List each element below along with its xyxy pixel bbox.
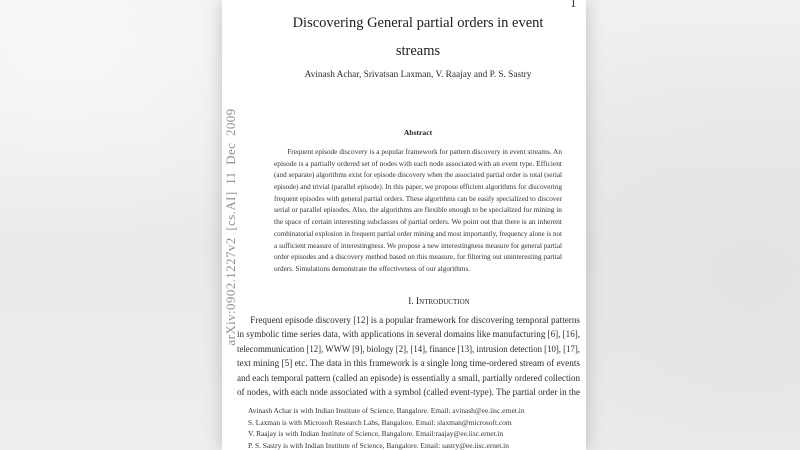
abstract-line: episode is a partially ordered set of nodes with each node associated with an event type. Efficient <box>274 159 562 168</box>
footnote-line: V. Raajay is with Indian Institute of Science, Bangalore. Email:raajay@ee.iisc.ernet.in <box>248 429 504 439</box>
abstract-line: serial or parallel episodes. Also, the algorithms are flexible enough to be specialized for mining in <box>274 206 562 215</box>
introduction-heading: I. Introduction <box>408 297 470 307</box>
footnote-line: P. S. Sastry is with Indian Institute of Science, Bangalore. Email: sastry@ee.iisc.ernet.in <box>248 440 509 450</box>
abstract-line: the space of certain interesting subclasses of partial orders. We point out that there is an inherent <box>274 218 562 227</box>
title-line-1: Discovering General partial orders in event <box>292 15 544 31</box>
authors-text: Avinash Achar, Srivatsan Laxman, V. Raajay and P. S. Sastry <box>304 70 532 80</box>
introduction-line: of nodes, with each node associated with a symbol (called event-type). The partial order in the <box>237 387 580 398</box>
authors-line <box>274 70 562 80</box>
abstract-heading: Abstract <box>403 128 433 137</box>
abstract-line: order episodes and a discovery method based on this measure, for filtering out uninteresting partial <box>274 253 562 262</box>
abstract-line: frequent episodes with general partial orders. These algorithms can be easily specialized to discover <box>274 194 562 203</box>
author-footnotes <box>237 405 577 450</box>
page-number-text: 1 <box>570 0 577 10</box>
introduction-line: in symbolic time series data, with applications in several domains like manufacturing [6], [16], <box>237 329 580 340</box>
abstract-line: combinatorial explosion in frequent partial order mining and most importantly, frequency alone is not <box>274 229 562 238</box>
introduction-line: telecommunication [12], WWW [9], biology [2], [14], finance [13], intrusion detection [10], [17], <box>237 343 580 354</box>
arxiv-stamp-text: arXiv:0902.1227v2 [cs.AI] 11 Dec 2009 <box>223 108 238 346</box>
abstract-line: orders. Simulations demonstrate the effectiveness of our algorithms. <box>274 264 471 273</box>
abstract-line: (and separate) algorithms exist for episode discovery when the associated partial order is total (serial <box>274 171 562 180</box>
introduction-line: and each temporal pattern (called an episode) is essentially a small, partially ordered collection <box>237 372 580 383</box>
abstract-line: a sufficient measure of interestingness. We propose a new interestingness measure for general partial <box>274 241 562 250</box>
abstract-text <box>274 147 562 276</box>
abstract-line: Frequent episode discovery is a popular framework for pattern discovery in event streams. An <box>287 148 562 156</box>
paper-page <box>222 0 586 450</box>
page-number <box>570 0 580 10</box>
introduction-text <box>237 313 580 400</box>
title-line-2: streams <box>395 43 441 59</box>
paper-title <box>274 9 562 65</box>
introduction-line: Frequent episode discovery [12] is a popular framework for discovering temporal patterns <box>250 315 580 325</box>
footnote-line: Avinash Achar is with Indian Institute of Science, Bangalore. Email: avinash@ee.iisc.ernet.in <box>248 406 525 415</box>
introduction-line: text mining [5] etc. The data in this framework is a single long time-ordered stream of events <box>237 358 580 369</box>
abstract-line: episode) and trivial (parallel episode). In this paper, we propose efficient algorithms for discovering <box>274 183 562 192</box>
footnote-line: S. Laxman is with Microsoft Research Labs, Bangalore. Email: slaxman@microsoft.com <box>248 417 512 427</box>
